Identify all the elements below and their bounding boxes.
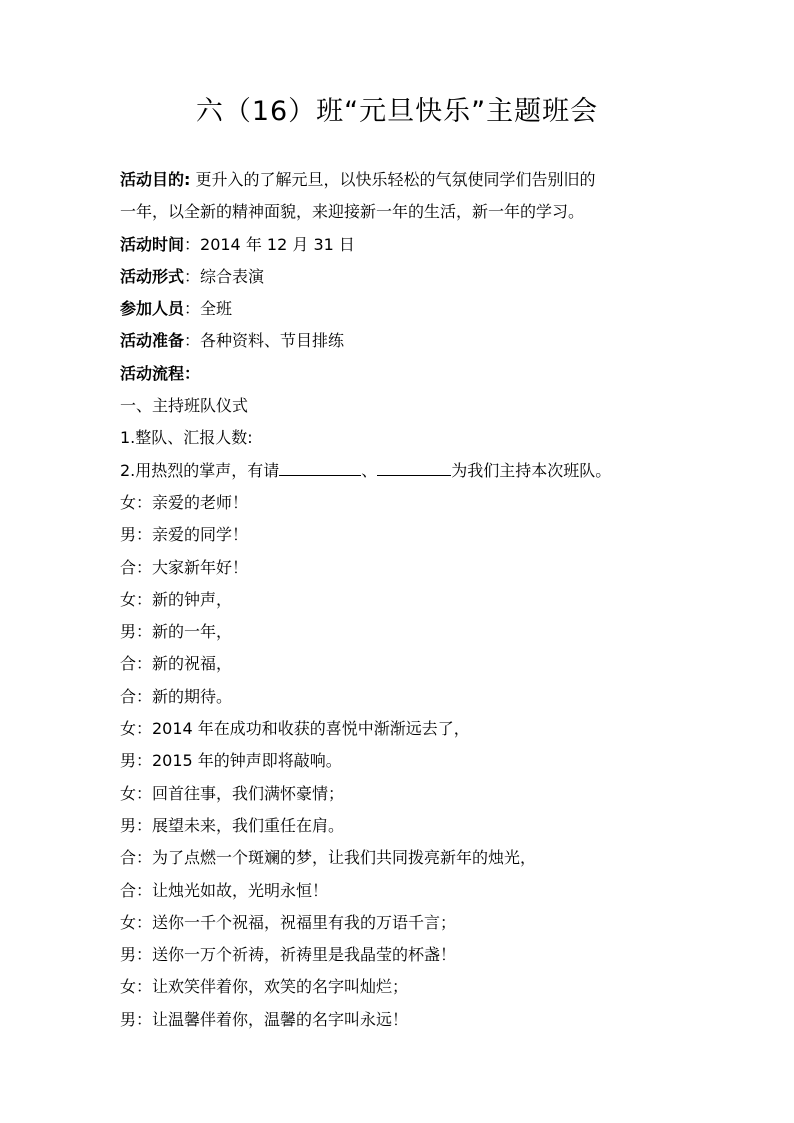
script-line: 合：新的期待。 <box>120 686 233 706</box>
participants-line <box>120 293 690 325</box>
script-line: 合：让烛光如故，光明永恒！ <box>120 880 329 900</box>
participants-value: ：全班 <box>184 299 233 319</box>
script-line: 男：亲爱的同学！ <box>120 525 249 545</box>
form-label: 活动形式 <box>120 266 185 286</box>
participants-label: 参加人员 <box>120 299 185 319</box>
script-line: 女：送你一千个祝福，祝福里有我的万语千言； <box>120 912 457 932</box>
step-2 <box>120 455 690 487</box>
step-2-separator: 、 <box>361 460 378 480</box>
script-line: 男：展望未来，我们重任在肩。 <box>120 815 345 835</box>
form-value: ：综合表演 <box>184 266 265 286</box>
script-line: 男：新的一年， <box>120 622 233 642</box>
script-line: 男：2015 年的钟声即将敲响。 <box>120 751 342 771</box>
script-line: 女：新的钟声， <box>120 589 233 609</box>
time-value: ：2014 年 12 月 31 日 <box>184 234 355 254</box>
purpose-text-1: 更升入的了解元旦，以快乐轻松的气氛使同学们告别旧的 <box>190 170 596 189</box>
script-line: 合：为了点燃一个斑斓的梦，让我们共同拨亮新年的烛光， <box>120 848 537 868</box>
step-1: 1.整队、汇报人数: <box>120 428 253 448</box>
form-line <box>120 261 690 293</box>
prep-line <box>120 325 690 357</box>
host-name-blank-1 <box>279 459 361 476</box>
host-name-blank-2 <box>377 459 451 476</box>
script-line: 男：送你一万个祈祷，祈祷里是我晶莹的杯盏！ <box>120 945 457 965</box>
script-line: 合：新的祝福， <box>120 654 233 674</box>
time-label: 活动时间 <box>120 234 185 254</box>
script-line: 女：回首往事，我们满怀豪情； <box>120 783 345 803</box>
document-title: 六（16）班“元旦快乐”主题班会 <box>195 96 599 127</box>
time-line <box>120 229 690 261</box>
step-2-suffix: 为我们主持本次班队。 <box>451 460 612 480</box>
script-line: 女：让欢笑伴着你，欢笑的名字叫灿烂； <box>120 977 409 997</box>
script-lines <box>120 487 690 1036</box>
script-line: 合：大家新年好！ <box>120 557 249 577</box>
script-line: 女：亲爱的老师！ <box>120 492 249 512</box>
purpose-line-1 <box>120 164 690 196</box>
section-heading: 一、主持班队仪式 <box>120 396 249 416</box>
purpose-line-2: 一年，以全新的精神面貌，来迎接新一年的生活，新一年的学习。 <box>120 202 585 222</box>
purpose-label: 活动目的: <box>120 170 191 189</box>
prep-value: ：各种资料、节目排练 <box>184 331 345 351</box>
flow-label: 活动流程： <box>120 363 201 383</box>
prep-label: 活动准备 <box>120 331 185 351</box>
step-2-prefix: 2.用热烈的掌声，有请 <box>120 460 280 480</box>
script-line: 女：2014 年在成功和收获的喜悦中渐渐远去了， <box>120 719 470 739</box>
document-body <box>120 164 690 1036</box>
script-line: 男：让温馨伴着你，温馨的名字叫永远！ <box>120 1009 409 1029</box>
